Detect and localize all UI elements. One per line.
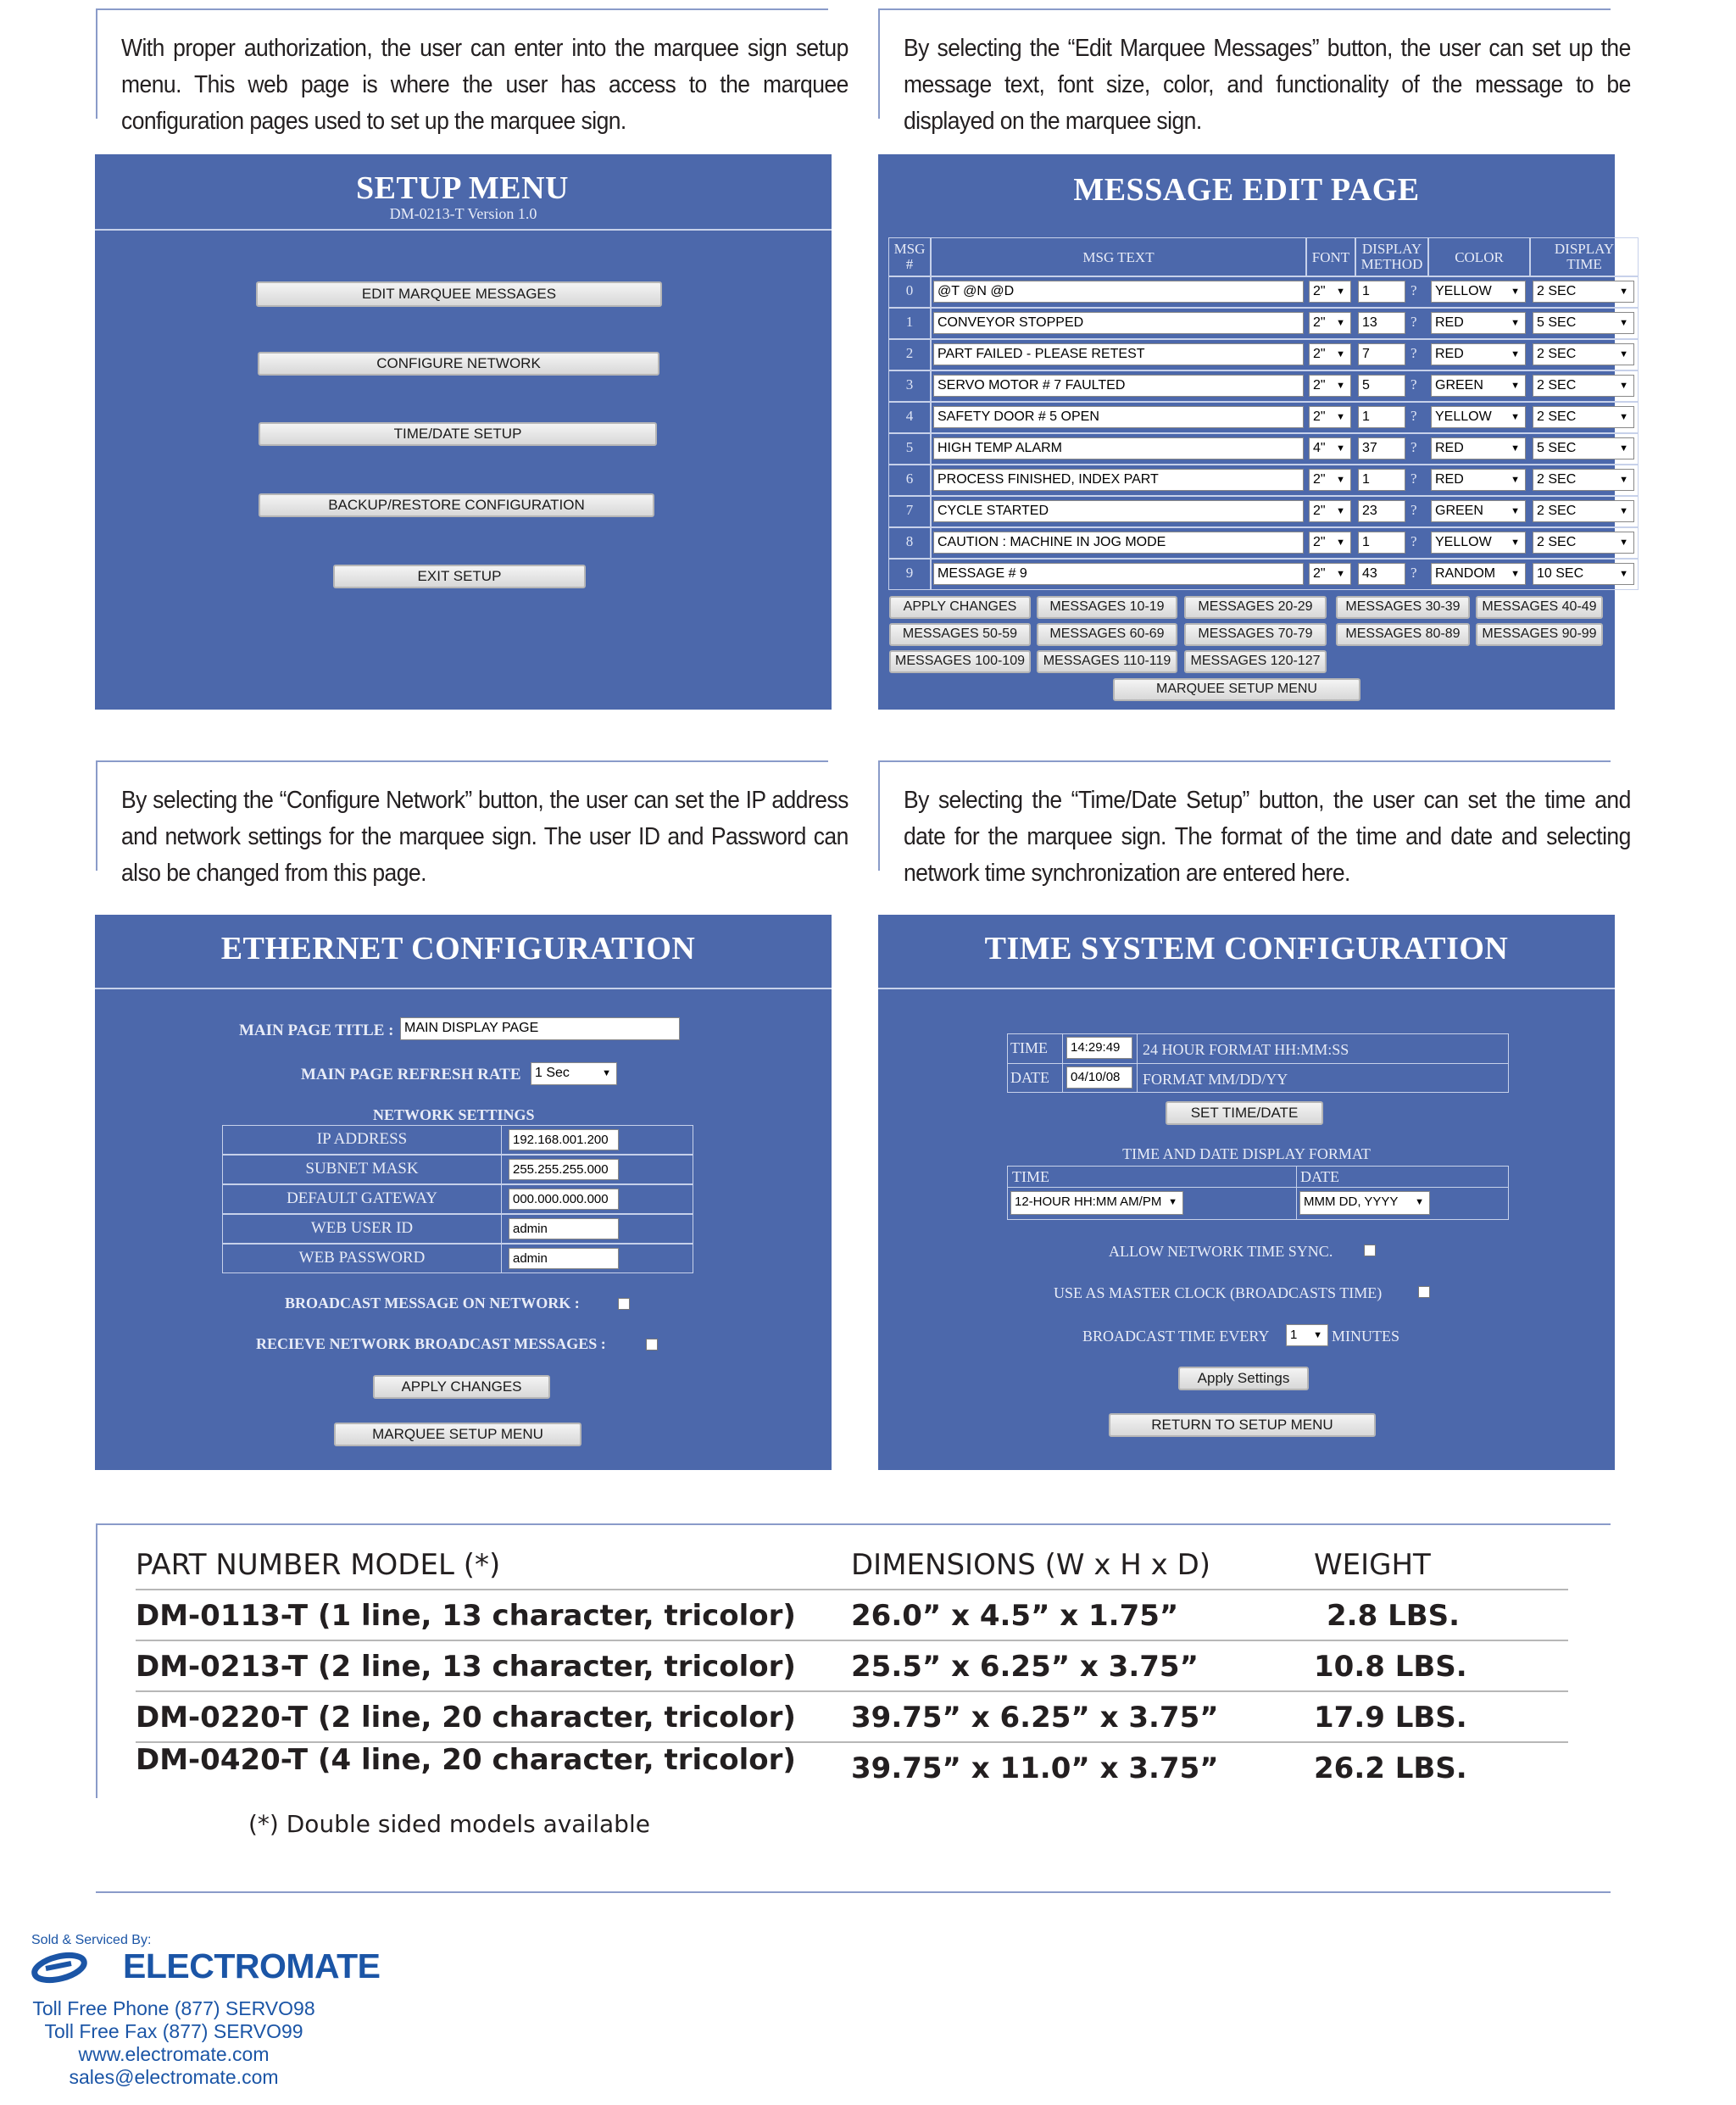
display-method-input[interactable]: 43 [1358,563,1405,585]
chevron-down-icon: ▼ [1336,569,1345,579]
font-select-value: 2" [1313,347,1326,361]
font-select-value: 2" [1313,566,1326,581]
chevron-down-icon: ▼ [1511,381,1520,391]
chevron-down-icon: ▼ [1336,537,1345,548]
receive-broadcast-label: RECIEVE NETWORK BROADCAST MESSAGES : [256,1335,606,1352]
subnet-mask-label: SUBNET MASK [305,1160,419,1178]
broadcast-interval-select[interactable] [1286,1324,1328,1346]
color-select[interactable] [1431,500,1526,522]
time-format-select[interactable] [1010,1191,1183,1215]
method-help-link[interactable]: ? [1410,471,1417,487]
col-msg-text-header: MSG TEXT [931,237,1306,276]
color-select-value: YELLOW [1435,535,1492,549]
display-method-input[interactable]: 7 [1358,343,1405,365]
time-input[interactable]: 14:29:49 [1066,1037,1132,1059]
message-row [878,308,1628,339]
network-setting-row [222,1184,693,1214]
chevron-down-icon: ▼ [1336,475,1345,485]
allow-network-time-sync-label: ALLOW NETWORK TIME SYNC. [1109,1243,1333,1260]
method-help-link[interactable]: ? [1410,345,1417,361]
font-select-value: 2" [1313,409,1326,424]
messages-10-19-button[interactable]: MESSAGES 10-19 [1037,596,1177,619]
website-link[interactable]: www.electromate.com [78,2043,270,2065]
model-cell: DM-0213-T (2 line, 13 character, tricolor) [136,1650,796,1684]
subnet-mask-input[interactable]: 255.255.255.000 [509,1159,619,1180]
dimensions-cell: 26.0” x 4.5” x 1.75” [851,1599,1179,1633]
chevron-down-icon: ▼ [1336,318,1345,328]
color-select-value: RED [1435,315,1464,330]
message-text-input[interactable]: PROCESS FINISHED, INDEX PART [933,469,1304,491]
display-time-select[interactable] [1533,406,1634,428]
receive-broadcast-checkbox[interactable] [646,1339,658,1350]
message-row-number: 6 [888,465,931,496]
display-method-header-line1: DISPLAY [1361,241,1422,257]
apply-settings-button[interactable]: Apply Settings [1178,1367,1309,1390]
chevron-down-icon: ▼ [1511,443,1520,454]
time-system-configuration-title: TIME SYSTEM CONFIGURATION [984,931,1509,966]
network-setting-row [222,1125,693,1155]
display-time-select-value: 2 SEC [1537,409,1577,424]
display-time-select[interactable] [1533,312,1634,334]
sales-email-link[interactable]: sales@electromate.com [69,2066,279,2088]
time-format-select-value: 12-HOUR HH:MM AM/PM [1015,1195,1162,1209]
color-select[interactable] [1431,343,1526,365]
message-text-input[interactable]: CAUTION : MACHINE IN JOG MODE [933,532,1304,554]
edit-marquee-messages-button[interactable]: EDIT MARQUEE MESSAGES [256,281,662,307]
weight-cell: 17.9 LBS. [1314,1701,1467,1735]
return-to-setup-menu-button[interactable]: RETURN TO SETUP MENU [1109,1413,1376,1437]
weight-cell: 10.8 LBS. [1314,1650,1467,1684]
color-select[interactable] [1431,375,1526,397]
col-display-time-header [1530,237,1639,276]
chevron-down-icon: ▼ [1619,537,1628,548]
configure-network-button[interactable]: CONFIGURE NETWORK [258,352,659,376]
column-divider [501,1245,502,1272]
messages-110-119-button[interactable]: MESSAGES 110-119 [1037,650,1177,673]
configure-network-description: By selecting the “Configure Network” button, the user can set the IP address and network settings for the marquee sign. The user ID and Password can also be changed from this page. [121,787,849,887]
dimensions-cell: 39.75” x 6.25” x 3.75” [851,1701,1219,1735]
message-row-number: 2 [888,339,931,370]
message-row [878,433,1628,465]
date-format-select[interactable] [1299,1191,1430,1215]
chevron-down-icon: ▼ [602,1068,611,1078]
display-time-select[interactable] [1533,281,1634,303]
col-msg-number-header [888,237,931,276]
chevron-down-icon: ▼ [1619,349,1628,359]
allow-network-time-sync-checkbox[interactable] [1364,1245,1376,1256]
chevron-down-icon: ▼ [1511,318,1520,328]
message-row [878,465,1628,496]
edit-messages-description-block [878,8,1631,135]
message-row-number: 8 [888,527,931,559]
set-time-date-button[interactable]: SET TIME/DATE [1166,1101,1323,1125]
network-settings-heading: NETWORK SETTINGS [373,1106,535,1123]
display-time-header-line2: TIME [1566,256,1602,272]
message-row [878,559,1628,590]
display-method-input[interactable]: 1 [1358,469,1405,491]
default-gateway-input[interactable]: 000.000.000.000 [509,1189,619,1210]
msg-header-label: MSG [893,241,926,257]
dimensions-column-header: DIMENSIONS (W x H x D) [851,1548,1211,1582]
message-text-input[interactable]: PART FAILED - PLEASE RETEST [933,343,1304,365]
messages-80-89-button[interactable]: MESSAGES 80-89 [1336,623,1470,646]
network-setting-row [222,1214,693,1244]
message-row-number: 3 [888,370,931,402]
date-format-select-value: MMM DD, YYYY [1304,1195,1399,1209]
display-time-select[interactable] [1533,469,1634,491]
display-time-select-value: 5 SEC [1537,441,1577,455]
message-row [878,339,1628,370]
message-text-input[interactable]: @T @N @D [933,281,1304,303]
chevron-down-icon: ▼ [1336,349,1345,359]
date-format-note: FORMAT MM/DD/YY [1143,1071,1288,1088]
chevron-down-icon: ▼ [1336,381,1345,391]
chevron-down-icon: ▼ [1511,412,1520,422]
message-row-number: 7 [888,496,931,527]
dimensions-cell: 39.75” x 11.0” x 3.75” [851,1751,1219,1785]
chevron-down-icon: ▼ [1511,506,1520,516]
broadcast-interval-select-value: 1 [1290,1328,1298,1342]
chevron-down-icon: ▼ [1511,569,1520,579]
messages-70-79-button[interactable]: MESSAGES 70-79 [1184,623,1327,646]
footer-rule [96,1891,1611,1893]
edit-messages-description: By selecting the “Edit Marquee Messages” button, the user can set up the message text, font size, color, and functionality of the message to be displayed on the marquee sign. [904,35,1631,135]
ethernet-configuration-title: ETHERNET CONFIGURATION [220,931,696,966]
display-time-select-value: 2 SEC [1537,504,1577,518]
web-user-id-label: WEB USER ID [310,1219,414,1237]
display-time-select-value: 2 SEC [1537,535,1577,549]
font-select-value: 2" [1313,284,1326,298]
display-time-header-line1: DISPLAY [1554,241,1615,257]
font-select-value: 2" [1313,535,1326,549]
display-method-input[interactable]: 1 [1358,406,1405,428]
color-select-value: RANDOM [1435,566,1496,581]
chevron-down-icon: ▼ [1511,349,1520,359]
display-method-input[interactable]: 37 [1358,437,1405,459]
ethernet-divider [95,988,832,989]
setup-menu-description-block [96,8,849,135]
method-help-link[interactable]: ? [1410,376,1417,393]
color-select-value: YELLOW [1435,284,1492,298]
broadcast-message-checkbox[interactable] [618,1298,630,1310]
spec-row-rule [136,1640,1568,1641]
time-date-setup-button[interactable]: TIME/DATE SETUP [259,422,657,446]
display-time-select[interactable] [1533,563,1634,585]
message-row-number: 4 [888,402,931,433]
method-help-link[interactable]: ? [1410,533,1417,549]
color-select-value: RED [1435,472,1464,487]
font-select-value: 2" [1313,472,1326,487]
main-page-title-label: MAIN PAGE TITLE : [239,1022,394,1039]
messages-20-29-button[interactable]: MESSAGES 20-29 [1184,596,1327,619]
chevron-down-icon: ▼ [1619,443,1628,454]
messages-90-99-button[interactable]: MESSAGES 90-99 [1476,623,1603,646]
date-input[interactable]: 04/10/08 [1066,1066,1132,1089]
chevron-down-icon: ▼ [1619,569,1628,579]
dimensions-cell: 25.5” x 6.25” x 3.75” [851,1650,1199,1684]
time-date-description-block [878,760,1631,887]
web-password-input[interactable]: admin [509,1248,619,1269]
message-edit-title: MESSAGE EDIT PAGE [1073,172,1420,208]
col-color-header: COLOR [1428,237,1530,276]
spec-header-rule [136,1589,1568,1590]
backup-restore-configuration-button[interactable]: BACKUP/RESTORE CONFIGURATION [259,493,654,517]
color-select[interactable] [1431,469,1526,491]
marquee-setup-menu-button[interactable]: MARQUEE SETUP MENU [1113,678,1360,701]
column-divider [501,1215,502,1243]
chevron-down-icon: ▼ [1511,537,1520,548]
column-divider [1062,1033,1063,1093]
display-time-select-value: 2 SEC [1537,378,1577,393]
ethernet-configuration-panel [95,915,832,1470]
font-select[interactable] [1309,437,1351,459]
font-select[interactable] [1309,312,1351,334]
refresh-rate-select[interactable] [531,1062,617,1085]
msg-number-header-label: # [905,256,914,272]
display-method-header-line2: METHOD [1360,256,1423,272]
message-row [878,370,1628,402]
time-label: TIME [1010,1039,1048,1056]
message-text-input[interactable]: HIGH TEMP ALARM [933,437,1304,459]
method-help-link[interactable]: ? [1410,502,1417,518]
display-method-input[interactable]: 1 [1358,532,1405,554]
model-cell: DM-0220-T (2 line, 20 character, tricolor) [136,1701,796,1735]
display-time-select[interactable] [1533,437,1634,459]
color-select[interactable] [1431,532,1526,554]
double-sided-footnote: (*) Double sided models available [248,1810,650,1838]
chevron-down-icon: ▼ [1336,443,1345,454]
marquee-setup-menu-button[interactable]: MARQUEE SETUP MENU [334,1423,581,1446]
font-select-value: 4" [1313,441,1326,455]
exit-setup-button[interactable]: EXIT SETUP [333,565,586,588]
weight-cell: 26.2 LBS. [1314,1751,1467,1785]
message-row [878,496,1628,527]
spec-row-rule [136,1690,1568,1692]
display-time-select-value: 10 SEC [1537,566,1584,581]
chevron-down-icon: ▼ [1619,506,1628,516]
chevron-down-icon: ▼ [1313,1330,1322,1340]
message-text-input[interactable]: CONVEYOR STOPPED [933,312,1304,334]
column-divider [501,1126,502,1154]
messages-30-39-button[interactable]: MESSAGES 30-39 [1336,596,1470,619]
display-time-select-value: 2 SEC [1537,347,1577,361]
font-select[interactable] [1309,469,1351,491]
display-method-input[interactable]: 1 [1358,281,1405,303]
apply-changes-button[interactable]: APPLY CHANGES [373,1375,550,1399]
message-text-input[interactable]: SERVO MOTOR # 7 FAULTED [933,375,1304,397]
master-clock-checkbox[interactable] [1418,1286,1430,1298]
model-cell: DM-0420-T (4 line, 20 character, tricolor) [136,1743,796,1777]
electromate-brand: ELECTROMATE [123,1946,381,1985]
chevron-down-icon: ▼ [1415,1197,1424,1207]
chevron-down-icon: ▼ [1511,475,1520,485]
date-column-label: DATE [1300,1168,1339,1185]
chevron-down-icon: ▼ [1336,287,1345,297]
font-select[interactable] [1309,532,1351,554]
time-system-configuration-panel [878,915,1615,1470]
message-row-number: 5 [888,433,931,465]
column-divider [1137,1033,1138,1093]
display-method-input[interactable]: 23 [1358,500,1405,522]
font-select[interactable] [1309,563,1351,585]
col-font-header: FONT [1306,237,1355,276]
message-rows [878,276,1628,592]
font-select[interactable] [1309,343,1351,365]
row-divider [1007,1063,1509,1064]
display-time-select-value: 2 SEC [1537,472,1577,487]
column-divider [501,1185,502,1213]
network-setting-row [222,1155,693,1184]
refresh-rate-select-value: 1 Sec [535,1066,570,1080]
master-clock-label: USE AS MASTER CLOCK (BROADCASTS TIME) [1054,1284,1383,1301]
messages-40-49-button[interactable]: MESSAGES 40-49 [1476,596,1603,619]
setup-menu-description: With proper authorization, the user can enter into the marquee sign setup menu. This web page is where the user has access to the marquee configuration pages used to set up the marquee sign. [121,35,849,135]
time-column-label: TIME [1012,1168,1049,1185]
ip-address-label: IP ADDRESS [316,1130,408,1148]
model-column-header: PART NUMBER MODEL (*) [136,1548,501,1582]
time-date-description: By selecting the “Time/Date Setup” button, the user can set the time and date for the marquee sign. The format of the time and date and selecting network time synchronization are entered here. [904,787,1631,887]
chevron-down-icon: ▼ [1168,1197,1177,1207]
message-row [878,402,1628,433]
chevron-down-icon: ▼ [1336,412,1345,422]
color-select[interactable] [1431,437,1526,459]
col-display-method-header [1355,237,1428,276]
apply-changes-button[interactable]: APPLY CHANGES [889,596,1031,619]
sold-serviced-by: Sold & Serviced By: [31,1933,152,1947]
messages-100-109-button[interactable]: MESSAGES 100-109 [889,650,1031,673]
ip-address-input[interactable]: 192.168.001.200 [509,1129,619,1150]
color-select[interactable] [1431,281,1526,303]
message-row [878,276,1628,308]
display-time-select[interactable] [1533,375,1634,397]
column-divider [501,1156,502,1183]
message-row-number: 9 [888,559,931,590]
chevron-down-icon: ▼ [1511,287,1520,297]
chevron-down-icon: ▼ [1336,506,1345,516]
chevron-down-icon: ▼ [1619,381,1628,391]
broadcast-time-every-label: BROADCAST TIME EVERY [1082,1328,1270,1345]
weight-cell: 2.8 LBS. [1327,1599,1461,1633]
display-format-heading: TIME AND DATE DISPLAY FORMAT [1122,1145,1371,1162]
method-help-link[interactable]: ? [1410,314,1417,330]
web-password-label: WEB PASSWORD [298,1249,426,1267]
spec-table-top-rule [96,1523,1611,1525]
color-select-value: RED [1435,347,1464,361]
chevron-down-icon: ▼ [1619,287,1628,297]
broadcast-message-label: BROADCAST MESSAGE ON NETWORK : [285,1295,580,1311]
method-help-link[interactable]: ? [1410,282,1417,298]
message-text-input[interactable]: CYCLE STARTED [933,500,1304,522]
date-label: DATE [1010,1069,1049,1086]
message-row-number: 1 [888,308,931,339]
font-select[interactable] [1309,375,1351,397]
weight-column-header: WEIGHT [1314,1548,1431,1582]
web-user-id-input[interactable]: admin [509,1218,619,1239]
toll-free-phone: Toll Free Phone (877) SERVO98 [32,1997,315,2019]
electromate-logo-icon [31,1950,95,1985]
spec-table-left-rule [96,1523,97,1798]
default-gateway-label: DEFAULT GATEWAY [287,1189,437,1207]
method-help-link[interactable]: ? [1410,565,1417,581]
messages-60-69-button[interactable]: MESSAGES 60-69 [1037,623,1177,646]
main-page-refresh-rate-label: MAIN PAGE REFRESH RATE [301,1066,521,1083]
message-text-input[interactable]: MESSAGE # 9 [933,563,1304,585]
color-select-value: YELLOW [1435,409,1492,424]
display-method-input[interactable]: 5 [1358,375,1405,397]
chevron-down-icon: ▼ [1619,412,1628,422]
display-time-select-value: 2 SEC [1537,284,1577,298]
time-format-note: 24 HOUR FORMAT HH:MM:SS [1143,1041,1349,1058]
color-select-value: GREEN [1435,504,1483,518]
font-select-value: 2" [1313,504,1326,518]
color-select-value: GREEN [1435,378,1483,393]
color-select[interactable] [1431,563,1526,585]
font-select-value: 2" [1313,378,1326,393]
toll-free-fax[interactable]: Toll Free Fax (877) SERVO99 [44,2020,303,2042]
display-time-select[interactable] [1533,500,1634,522]
chevron-down-icon: ▼ [1619,475,1628,485]
method-help-link[interactable]: ? [1410,439,1417,455]
setup-menu-title: SETUP MENU [356,170,569,206]
color-select[interactable] [1431,312,1526,334]
time-system-divider [878,988,1615,989]
message-row-number: 0 [888,276,931,308]
minutes-label: MINUTES [1332,1328,1399,1345]
display-time-select[interactable] [1533,532,1634,554]
message-row [878,527,1628,559]
messages-120-127-button[interactable]: MESSAGES 120-127 [1184,650,1327,673]
display-time-select-value: 5 SEC [1537,315,1577,330]
network-setting-row [222,1244,693,1273]
display-time-select[interactable] [1533,343,1634,365]
display-method-input[interactable]: 13 [1358,312,1405,334]
font-select[interactable] [1309,406,1351,428]
column-divider [1296,1166,1297,1220]
setup-menu-panel [95,154,832,710]
message-text-input[interactable]: SAFETY DOOR # 5 OPEN [933,406,1304,428]
message-edit-panel [878,154,1628,710]
setup-menu-divider [95,229,832,231]
model-cell: DM-0113-T (1 line, 13 character, tricolor) [136,1599,796,1633]
font-select-value: 2" [1313,315,1326,330]
font-select[interactable] [1309,500,1351,522]
color-select-value: RED [1435,441,1464,455]
main-page-title-input[interactable]: MAIN DISPLAY PAGE [400,1017,680,1040]
setup-menu-version: DM-0213-T Version 1.0 [389,205,537,222]
row-divider [1007,1187,1509,1188]
font-select[interactable] [1309,281,1351,303]
configure-network-description-block [96,760,849,887]
messages-50-59-button[interactable]: MESSAGES 50-59 [889,623,1031,646]
chevron-down-icon: ▼ [1619,318,1628,328]
method-help-link[interactable]: ? [1410,408,1417,424]
color-select[interactable] [1431,406,1526,428]
